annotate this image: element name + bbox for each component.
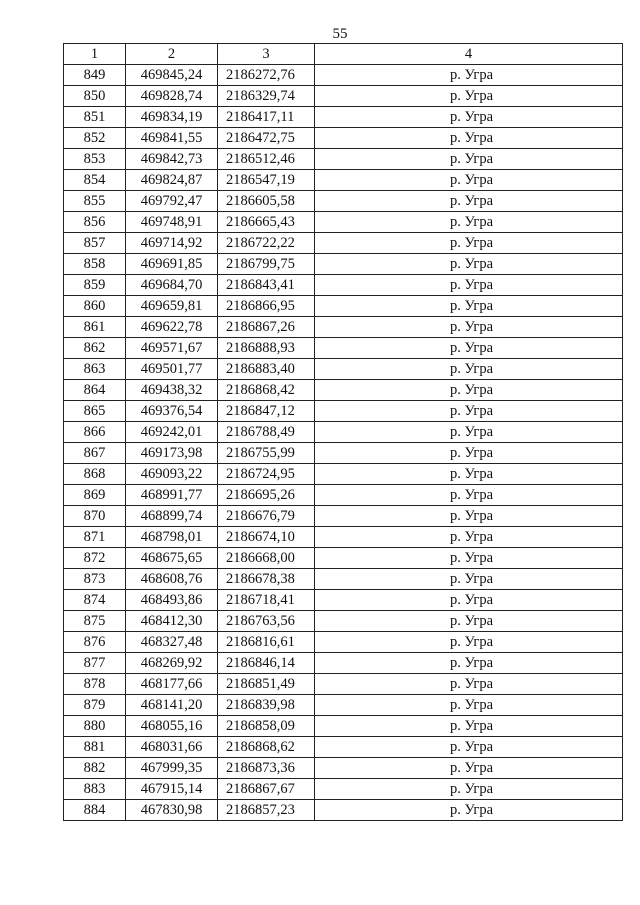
table-row [64, 737, 623, 758]
description-text: р. Угра [449, 718, 494, 734]
table-row [64, 191, 623, 212]
description-text: р. Угра [449, 487, 494, 503]
description-text: р. Угра [449, 67, 494, 83]
y-coordinate-cell: 2186272,76 [218, 65, 315, 86]
point-number-cell: 868 [64, 464, 126, 485]
description-text: р. Угра [449, 193, 494, 209]
description-text: р. Угра [449, 151, 494, 167]
y-coordinate-cell: 2186547,19 [218, 170, 315, 191]
point-number-cell: 866 [64, 422, 126, 443]
x-coordinate-cell: 469376,54 [126, 401, 218, 422]
description-text: р. Угра [449, 256, 494, 272]
page-number: 55 [332, 26, 348, 42]
x-coordinate-cell: 468412,30 [126, 611, 218, 632]
point-number-cell: 863 [64, 359, 126, 380]
description-text: р. Угра [449, 760, 494, 776]
table-row [64, 149, 623, 170]
y-coordinate-cell: 2186472,75 [218, 128, 315, 149]
coordinates-table [63, 43, 623, 821]
table-row [64, 464, 623, 485]
point-number-cell: 878 [64, 674, 126, 695]
description-text: р. Угра [449, 319, 494, 335]
table-row [64, 716, 623, 737]
description-text: р. Угра [449, 172, 494, 188]
description-cell [315, 611, 623, 632]
y-coordinate-cell: 2186799,75 [218, 254, 315, 275]
table-row [64, 695, 623, 716]
table-row [64, 443, 623, 464]
description-cell [315, 275, 623, 296]
point-number-cell: 865 [64, 401, 126, 422]
point-number-cell: 855 [64, 191, 126, 212]
description-text: р. Угра [449, 424, 494, 440]
x-coordinate-cell: 469242,01 [126, 422, 218, 443]
point-number-cell: 851 [64, 107, 126, 128]
y-coordinate-cell: 2186857,23 [218, 800, 315, 821]
x-coordinate-cell: 469093,22 [126, 464, 218, 485]
y-coordinate-cell: 2186847,12 [218, 401, 315, 422]
y-coordinate-cell: 2186417,11 [218, 107, 315, 128]
table-body [64, 65, 623, 821]
description-text: р. Угра [449, 382, 494, 398]
x-coordinate-cell: 467999,35 [126, 758, 218, 779]
y-coordinate-cell: 2186866,95 [218, 296, 315, 317]
point-number-cell: 880 [64, 716, 126, 737]
x-coordinate-cell: 468141,20 [126, 695, 218, 716]
column-header-1: 1 [64, 44, 126, 65]
table-row [64, 674, 623, 695]
description-cell [315, 485, 623, 506]
description-cell [315, 86, 623, 107]
description-text: р. Угра [449, 298, 494, 314]
description-cell [315, 107, 623, 128]
description-cell [315, 170, 623, 191]
description-cell [315, 212, 623, 233]
point-number-cell: 877 [64, 653, 126, 674]
description-cell [315, 800, 623, 821]
description-cell [315, 527, 623, 548]
description-cell [315, 422, 623, 443]
point-number-cell: 883 [64, 779, 126, 800]
description-cell [315, 653, 623, 674]
column-header-2: 2 [126, 44, 218, 65]
description-text: р. Угра [449, 340, 494, 356]
point-number-cell: 871 [64, 527, 126, 548]
x-coordinate-cell: 467915,14 [126, 779, 218, 800]
x-coordinate-cell: 469748,91 [126, 212, 218, 233]
description-cell [315, 443, 623, 464]
description-cell [315, 674, 623, 695]
description-cell [315, 317, 623, 338]
description-cell [315, 128, 623, 149]
x-coordinate-cell: 468899,74 [126, 506, 218, 527]
description-cell [315, 296, 623, 317]
x-coordinate-cell: 469622,78 [126, 317, 218, 338]
y-coordinate-cell: 2186755,99 [218, 443, 315, 464]
point-number-cell: 874 [64, 590, 126, 611]
y-coordinate-cell: 2186605,58 [218, 191, 315, 212]
description-text: р. Угра [449, 781, 494, 797]
point-number-cell: 857 [64, 233, 126, 254]
table-row [64, 359, 623, 380]
x-coordinate-cell: 468177,66 [126, 674, 218, 695]
description-cell [315, 695, 623, 716]
description-cell [315, 149, 623, 170]
description-text: р. Угра [449, 676, 494, 692]
description-cell [315, 506, 623, 527]
description-text: р. Угра [449, 592, 494, 608]
table-row [64, 233, 623, 254]
table-row [64, 212, 623, 233]
point-number-cell: 879 [64, 695, 126, 716]
column-header-4: 4 [315, 44, 623, 65]
description-cell [315, 737, 623, 758]
point-number-cell: 854 [64, 170, 126, 191]
description-text: р. Угра [449, 466, 494, 482]
point-number-cell: 862 [64, 338, 126, 359]
description-text: р. Угра [449, 655, 494, 671]
description-cell [315, 464, 623, 485]
description-text: р. Угра [449, 613, 494, 629]
description-text: р. Угра [449, 361, 494, 377]
x-coordinate-cell: 469691,85 [126, 254, 218, 275]
table-row [64, 758, 623, 779]
table-row [64, 779, 623, 800]
x-coordinate-cell: 469684,70 [126, 275, 218, 296]
x-coordinate-cell: 468031,66 [126, 737, 218, 758]
x-coordinate-cell: 469714,92 [126, 233, 218, 254]
description-text: р. Угра [449, 739, 494, 755]
description-cell [315, 233, 623, 254]
description-text: р. Угра [449, 130, 494, 146]
y-coordinate-cell: 2186763,56 [218, 611, 315, 632]
table-row [64, 170, 623, 191]
y-coordinate-cell: 2186846,14 [218, 653, 315, 674]
description-text: р. Угра [449, 571, 494, 587]
y-coordinate-cell: 2186674,10 [218, 527, 315, 548]
point-number-cell: 853 [64, 149, 126, 170]
description-cell [315, 632, 623, 653]
table-row [64, 653, 623, 674]
x-coordinate-cell: 469845,24 [126, 65, 218, 86]
table-row [64, 527, 623, 548]
x-coordinate-cell: 469501,77 [126, 359, 218, 380]
description-cell [315, 380, 623, 401]
x-coordinate-cell: 467830,98 [126, 800, 218, 821]
y-coordinate-cell: 2186867,26 [218, 317, 315, 338]
y-coordinate-cell: 2186329,74 [218, 86, 315, 107]
x-coordinate-cell: 469842,73 [126, 149, 218, 170]
x-coordinate-cell: 468493,86 [126, 590, 218, 611]
point-number-cell: 869 [64, 485, 126, 506]
y-coordinate-cell: 2186867,67 [218, 779, 315, 800]
y-coordinate-cell: 2186888,93 [218, 338, 315, 359]
y-coordinate-cell: 2186858,09 [218, 716, 315, 737]
description-cell [315, 359, 623, 380]
table-row [64, 254, 623, 275]
point-number-cell: 850 [64, 86, 126, 107]
table-row [64, 380, 623, 401]
description-cell [315, 590, 623, 611]
y-coordinate-cell: 2186512,46 [218, 149, 315, 170]
point-number-cell: 882 [64, 758, 126, 779]
description-cell [315, 65, 623, 86]
description-text: р. Угра [449, 697, 494, 713]
table-row [64, 275, 623, 296]
x-coordinate-cell: 469659,81 [126, 296, 218, 317]
description-text: р. Угра [449, 529, 494, 545]
description-text: р. Угра [449, 550, 494, 566]
y-coordinate-cell: 2186665,43 [218, 212, 315, 233]
table-row [64, 800, 623, 821]
description-text: р. Угра [449, 235, 494, 251]
y-coordinate-cell: 2186873,36 [218, 758, 315, 779]
description-cell [315, 716, 623, 737]
y-coordinate-cell: 2186718,41 [218, 590, 315, 611]
description-cell [315, 569, 623, 590]
x-coordinate-cell: 469828,74 [126, 86, 218, 107]
table-row [64, 401, 623, 422]
description-cell [315, 779, 623, 800]
table-row [64, 611, 623, 632]
y-coordinate-cell: 2186816,61 [218, 632, 315, 653]
table-header [64, 44, 623, 65]
description-text: р. Угра [449, 109, 494, 125]
point-number-cell: 849 [64, 65, 126, 86]
point-number-cell: 884 [64, 800, 126, 821]
table-row [64, 107, 623, 128]
table-row [64, 317, 623, 338]
table-row [64, 65, 623, 86]
x-coordinate-cell: 468269,92 [126, 653, 218, 674]
y-coordinate-cell: 2186695,26 [218, 485, 315, 506]
point-number-cell: 861 [64, 317, 126, 338]
x-coordinate-cell: 469571,67 [126, 338, 218, 359]
y-coordinate-cell: 2186678,38 [218, 569, 315, 590]
y-coordinate-cell: 2186851,49 [218, 674, 315, 695]
description-text: р. Угра [449, 214, 494, 230]
y-coordinate-cell: 2186843,41 [218, 275, 315, 296]
point-number-cell: 881 [64, 737, 126, 758]
description-cell [315, 401, 623, 422]
x-coordinate-cell: 468798,01 [126, 527, 218, 548]
description-text: р. Угра [449, 403, 494, 419]
table-row [64, 86, 623, 107]
table-row [64, 548, 623, 569]
y-coordinate-cell: 2186788,49 [218, 422, 315, 443]
point-number-cell: 873 [64, 569, 126, 590]
point-number-cell: 867 [64, 443, 126, 464]
point-number-cell: 872 [64, 548, 126, 569]
table-row [64, 296, 623, 317]
table-row [64, 128, 623, 149]
table-row [64, 422, 623, 443]
x-coordinate-cell: 469792,47 [126, 191, 218, 212]
x-coordinate-cell: 469841,55 [126, 128, 218, 149]
x-coordinate-cell: 469824,87 [126, 170, 218, 191]
description-text: р. Угра [449, 277, 494, 293]
y-coordinate-cell: 2186668,00 [218, 548, 315, 569]
x-coordinate-cell: 468055,16 [126, 716, 218, 737]
description-cell [315, 338, 623, 359]
x-coordinate-cell: 468675,65 [126, 548, 218, 569]
description-cell [315, 254, 623, 275]
x-coordinate-cell: 468991,77 [126, 485, 218, 506]
table-row [64, 569, 623, 590]
column-header-3: 3 [218, 44, 315, 65]
point-number-cell: 858 [64, 254, 126, 275]
description-cell [315, 758, 623, 779]
table-row [64, 506, 623, 527]
x-coordinate-cell: 469438,32 [126, 380, 218, 401]
description-text: р. Угра [449, 88, 494, 104]
y-coordinate-cell: 2186676,79 [218, 506, 315, 527]
description-cell [315, 191, 623, 212]
point-number-cell: 852 [64, 128, 126, 149]
y-coordinate-cell: 2186868,62 [218, 737, 315, 758]
x-coordinate-cell: 468608,76 [126, 569, 218, 590]
point-number-cell: 875 [64, 611, 126, 632]
point-number-cell: 864 [64, 380, 126, 401]
description-text: р. Угра [449, 445, 494, 461]
description-cell [315, 548, 623, 569]
x-coordinate-cell: 468327,48 [126, 632, 218, 653]
description-text: р. Угра [449, 802, 494, 818]
point-number-cell: 870 [64, 506, 126, 527]
table-row [64, 632, 623, 653]
point-number-cell: 859 [64, 275, 126, 296]
y-coordinate-cell: 2186868,42 [218, 380, 315, 401]
point-number-cell: 856 [64, 212, 126, 233]
point-number-cell: 860 [64, 296, 126, 317]
table-row [64, 485, 623, 506]
y-coordinate-cell: 2186883,40 [218, 359, 315, 380]
header-row [64, 44, 623, 65]
description-text: р. Угра [449, 634, 494, 650]
table-row [64, 590, 623, 611]
x-coordinate-cell: 469834,19 [126, 107, 218, 128]
y-coordinate-cell: 2186722,22 [218, 233, 315, 254]
x-coordinate-cell: 469173,98 [126, 443, 218, 464]
description-text: р. Угра [449, 508, 494, 524]
y-coordinate-cell: 2186839,98 [218, 695, 315, 716]
y-coordinate-cell: 2186724,95 [218, 464, 315, 485]
table-row [64, 338, 623, 359]
point-number-cell: 876 [64, 632, 126, 653]
